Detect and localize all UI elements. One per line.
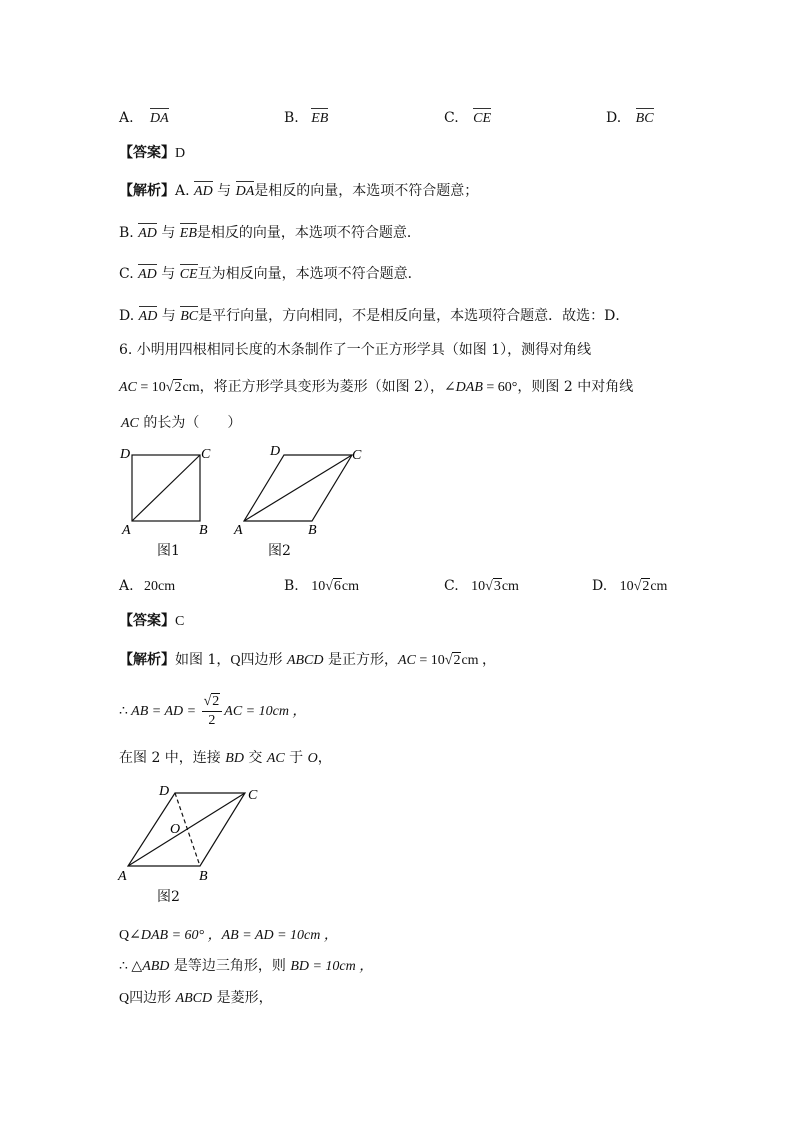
math-triangle: △ABD	[127, 959, 170, 974]
analysis-text: 四边形	[129, 990, 176, 1006]
option-letter: B.	[284, 110, 299, 126]
question-text: 6. 小明用四根相同长度的木条制作了一个正方形学具（如图 1），测得对角线	[119, 342, 592, 358]
q6-analysis-line4	[119, 925, 338, 946]
analysis-text: 互为相反向量，本选项不符合题意．	[197, 266, 422, 282]
option-letter: A.	[119, 578, 134, 594]
analysis-text: 是相反的向量，本选项不符合题意．	[196, 225, 421, 241]
q5-option-b	[284, 108, 328, 129]
math-radicand: 2	[174, 380, 182, 395]
connector-text: 与	[161, 266, 176, 282]
math-fraction: $\frac{√2}{2}$	[202, 693, 223, 730]
analysis-text: 是菱形，	[212, 990, 273, 1006]
connector-text: 与	[161, 308, 176, 324]
q6-answer	[119, 611, 184, 632]
analysis-text: 交	[243, 750, 267, 766]
analysis-text: 在图 2 中，连接	[119, 750, 226, 766]
therefore-symbol: ∴	[119, 704, 128, 719]
therefore-symbol: ∴	[119, 959, 128, 974]
vector-bc: BC	[180, 307, 198, 327]
analysis-text: 是等边三角形，则	[169, 958, 291, 974]
caption-text: 图2	[268, 543, 291, 559]
vector-ad: AD	[138, 224, 157, 244]
math-angle: ∠DAB = 60°	[129, 928, 205, 943]
math-ac: AC	[397, 653, 416, 668]
question-text: ，则图 2 中对角线	[517, 379, 634, 395]
vector-da: DA	[236, 182, 255, 202]
label-o: O	[170, 822, 181, 837]
q5-option-a	[119, 108, 169, 129]
vector-eb: EB	[311, 109, 328, 129]
option-letter: B.	[284, 578, 299, 594]
analysis-text: 四边形	[240, 652, 287, 668]
label-c: C	[248, 788, 258, 803]
math-eq: = 10	[136, 380, 166, 395]
option-letter: D.	[592, 578, 608, 594]
because-symbol: Q	[119, 991, 130, 1006]
analysis-text: 于	[284, 750, 308, 766]
analysis-text: ，	[317, 750, 332, 766]
connector-text: 与	[217, 183, 232, 199]
caption-text: 图2	[157, 889, 180, 905]
option-letter: C.	[444, 578, 459, 594]
option-coef: 10	[619, 579, 634, 594]
vector-ad: AD	[138, 265, 157, 285]
q6-option-d: D. 10√2cm	[592, 578, 668, 594]
label-a: A	[122, 523, 131, 538]
math-bd: BD	[225, 751, 244, 766]
vector-ce: CE	[180, 265, 198, 285]
vector-ce: CE	[473, 109, 491, 129]
q5-answer	[119, 143, 185, 164]
option-prefix: D.	[119, 308, 135, 324]
vector-da: DA	[150, 109, 169, 129]
q5-analysis-d	[119, 306, 629, 327]
option-prefix: A.	[175, 183, 190, 199]
option-letter: A.	[119, 110, 134, 126]
q5-analysis-c	[119, 264, 422, 285]
figure-analysis-rhombus	[110, 776, 280, 886]
figure-analysis-caption	[157, 887, 180, 907]
vector-ad: AD	[194, 182, 213, 202]
option-prefix: B.	[119, 225, 134, 241]
caption-text: 图1	[157, 543, 180, 559]
math-ac: AC	[121, 416, 139, 431]
option-letter: C.	[444, 110, 459, 126]
label-b: B	[199, 869, 208, 884]
because-symbol: Q	[230, 653, 241, 668]
math-radicand: 2	[453, 653, 461, 668]
fraction-denominator: 2	[208, 712, 216, 728]
vector-eb: EB	[180, 224, 197, 244]
answer-value: D	[175, 146, 186, 161]
label-b: B	[308, 523, 317, 538]
math-ac: AC	[266, 751, 285, 766]
label-a: A	[234, 523, 243, 538]
analysis-label: 【解析】	[119, 652, 175, 668]
math-equation: ，AB = AD = 10cm ，	[204, 928, 338, 943]
figure-1-caption	[157, 541, 180, 561]
q6-stem-line3	[121, 413, 241, 434]
answer-label: 【答案】	[119, 613, 175, 629]
q6-analysis-line1: 【解析】如图 1，Q四边形 ABCD 是正方形，AC = 10√2cm ，	[119, 652, 497, 668]
option-radicand: 2	[642, 579, 650, 594]
q5-analysis-b	[119, 223, 421, 244]
option-prefix: C.	[119, 266, 134, 282]
math-unit: cm	[182, 380, 200, 395]
vector-bc: BC	[636, 109, 654, 129]
q6-stem-line1	[119, 340, 591, 360]
answer-value: C	[175, 614, 185, 629]
label-d: D	[270, 444, 281, 459]
math-degree: = 60°	[482, 380, 518, 395]
q5-option-d	[606, 108, 654, 129]
option-coef: 10	[471, 579, 486, 594]
option-unit: cm	[650, 579, 668, 594]
option-value: 20cm	[144, 579, 176, 594]
math-bd: BD = 10cm ，	[290, 959, 374, 974]
q6-analysis-line3	[119, 748, 332, 769]
math-ac: AC	[119, 380, 137, 395]
figure-2-caption	[268, 541, 291, 561]
q5-option-c	[444, 108, 491, 129]
vector-ad: AD	[139, 307, 158, 327]
figure-2-rhombus	[226, 440, 376, 560]
label-d: D	[159, 784, 170, 799]
because-symbol: Q	[119, 928, 130, 943]
option-radicand: 3	[493, 579, 501, 594]
option-unit: cm	[341, 579, 359, 594]
math-abcd: ABCD	[175, 991, 213, 1006]
question-text: 的长为（ ）	[138, 415, 242, 431]
option-coef: 10	[311, 579, 326, 594]
analysis-text: 如图 1，	[175, 652, 231, 668]
q6-analysis-line5	[119, 956, 373, 977]
option-radicand: 6	[333, 579, 341, 594]
answer-label: 【答案】	[119, 145, 175, 161]
q6-option-b: B. 10√6cm	[284, 578, 359, 594]
analysis-label: 【解析】	[119, 183, 175, 199]
fraction-radicand: 2	[212, 693, 220, 709]
math-unit: cm ，	[461, 653, 497, 668]
connector-text: 与	[161, 225, 176, 241]
q6-stem-line2: AC = 10√2cm，将正方形学具变形为菱形（如图 2），∠DAB = 60°，则图 2 中对角线	[119, 379, 634, 395]
math-abcd: ABCD	[286, 653, 324, 668]
q6-analysis-line2	[119, 691, 306, 732]
label-d: D	[120, 447, 131, 462]
q5-analysis-a	[119, 181, 478, 202]
label-a: A	[118, 869, 127, 884]
math-angle: ∠DAB	[443, 380, 483, 395]
q6-analysis-line6	[119, 988, 273, 1009]
option-letter: D.	[606, 110, 622, 126]
math-lhs: AB = AD =	[127, 704, 200, 719]
math-rhs: AC = 10cm ，	[224, 704, 307, 719]
q6-option-a	[119, 576, 175, 597]
label-c: C	[352, 448, 362, 463]
label-c: C	[201, 447, 211, 462]
question-text: ，将正方形学具变形为菱形（如图 2），	[199, 379, 444, 395]
label-b: B	[199, 523, 208, 538]
option-unit: cm	[501, 579, 519, 594]
math-o: O	[307, 751, 318, 766]
analysis-text: 是相反的向量，本选项不符合题意；	[254, 183, 479, 199]
q6-option-c: C. 10√3cm	[444, 578, 519, 594]
math-eq: = 10	[415, 653, 445, 668]
analysis-text: 是正方形，	[323, 652, 398, 668]
analysis-text: 是平行向量，方向相同，不是相反向量，本选项符合题意．故选：D．	[198, 308, 630, 324]
